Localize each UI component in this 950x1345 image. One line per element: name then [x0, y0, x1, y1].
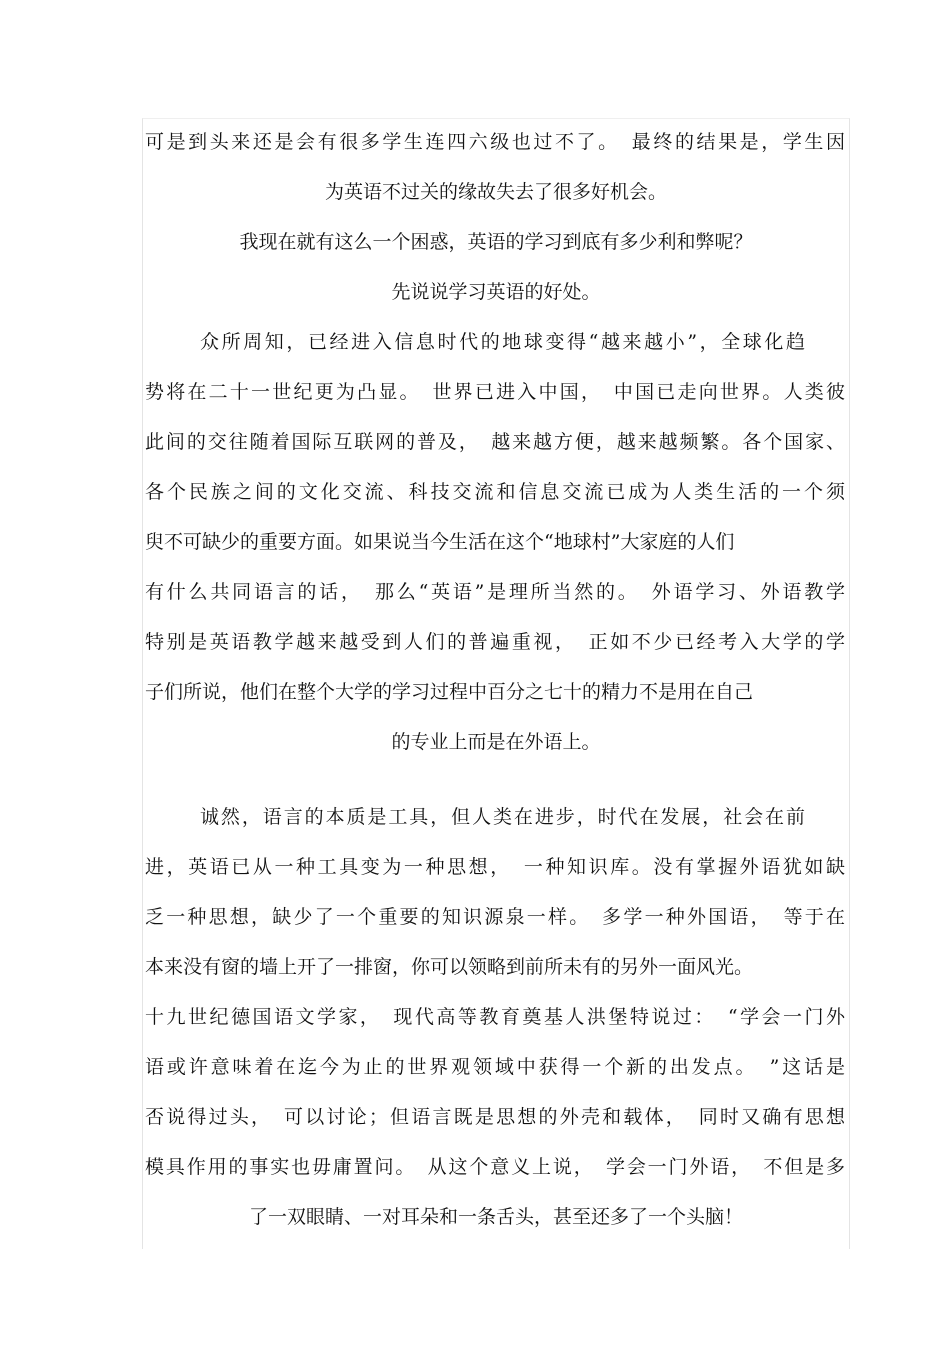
- text-line: 否说得过头， 可以讨论；但语言既是思想的外壳和载体， 同时又确有思想: [145, 1106, 845, 1128]
- text-line: 此间的交往随着国际互联网的普及， 越来越方便，越来越频繁。各个国家、: [145, 431, 845, 453]
- text-line: 臾不可缺少的重要方面。如果说当今生活在这个“地球村”大家庭的人们: [145, 531, 735, 553]
- text-line: 我现在就有这么一个困惑，英语的学习到底有多少利和弊呢？: [239, 231, 753, 253]
- text-line: 了一双眼睛、一对耳朵和一条舌头，甚至还多了一个头脑！: [248, 1206, 743, 1228]
- text-line: 乏一种思想，缺少了一个重要的知识源泉一样。 多学一种外国语， 等于在: [145, 906, 845, 928]
- text-line: 势将在二十一世纪更为凸显。 世界已进入中国， 中国已走向世界。人类彼: [145, 381, 845, 403]
- text-line: 有什么共同语言的话， 那么“英语”是理所当然的。 外语学习、外语教学: [145, 581, 845, 603]
- text-line: 模具作用的事实也毋庸置问。 从这个意义上说， 学会一门外语， 不但是多: [145, 1156, 845, 1178]
- text-line: 进，英语已从一种工具变为一种思想， 一种知识库。没有掌握外语犹如缺: [145, 856, 845, 878]
- text-line: 十九世纪德国语文学家， 现代高等教育奠基人洪堡特说过： “学会一门外: [145, 1006, 845, 1028]
- text-line: 各个民族之间的文化交流、科技交流和信息交流已成为人类生活的一个须: [145, 481, 845, 503]
- text-line: 语或许意味着在迄今为止的世界观领域中获得一个新的出发点。 ”这话是: [145, 1056, 845, 1078]
- text-line: 为英语不过关的缘故失去了很多好机会。: [324, 181, 667, 203]
- text-line: 可是到头来还是会有很多学生连四六级也过不了。 最终的结果是，学生因: [145, 131, 845, 153]
- text-line: 诚然，语言的本质是工具，但人类在进步，时代在发展，社会在前: [200, 806, 805, 828]
- text-line: 众所周知，已经进入信息时代的地球变得“越来越小”，全球化趋: [200, 331, 805, 353]
- text-line: 先说说学习英语的好处。: [391, 281, 601, 303]
- text-line: 的专业上而是在外语上。: [391, 731, 601, 753]
- text-line: 本来没有窗的墙上开了一排窗，你可以领略到前所未有的另外一面风光。: [145, 956, 754, 978]
- text-line: 特别是英语教学越来越受到人们的普遍重视， 正如不少已经考入大学的学: [145, 631, 845, 653]
- document-page: [142, 118, 850, 1249]
- text-line: 子们所说，他们在整个大学的学习过程中百分之七十的精力不是用在自己: [145, 681, 754, 703]
